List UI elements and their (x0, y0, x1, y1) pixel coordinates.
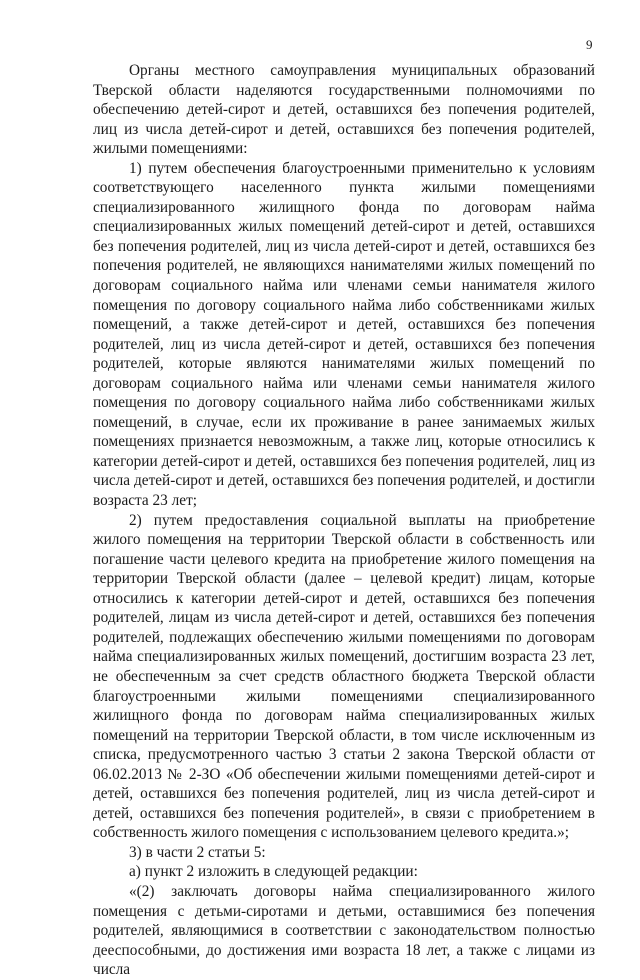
item-1-paragraph: 1) путем обеспечения благоустроенными применительно к условиям соответствующего населенного пункта жилыми помещениями специализированного жилищного фонда по договорам найма специализированных жилых помещений детей-сирот и детей, оставшихся без попечения родителей, лиц из числа детей-сирот и детей, оставшихся без попечения родителей, не являющихся нанимателями жилых помещений по договорам социального найма или членами семьи нанимателя жилого помещения по договору социального найма либо собственниками жилых помещений, а также детей-сирот и детей, оставшихся без попечения родителей, лиц из числа детей-сирот и детей, оставшихся без попечения родителей, которые являются нанимателями жилых помещений по договорам социального найма или членами семьи нанимателя жилого помещения по договору социального найма либо собственниками жилых помещений, в случае, если их проживание в ранее занимаемых жилых помещениях признается невозможным, а также лиц, которые относились к категории детей-сирот и детей, оставшихся без попечения родителей, лиц из числа детей-сирот и детей, оставшихся без попечения родителей, и достигли возраста 23 лет; (93, 159, 595, 510)
document-body (93, 61, 595, 980)
item-2-paragraph: 2) путем предоставления социальной выплаты на приобретение жилого помещения на территории Тверской области в собственность или погашение части целевого кредита на приобретение жилого помещения на территории Тверской области (далее – целевой кредит) лицам, которые относились к категории детей-сирот и детей, оставшихся без попечения родителей, лицам из числа детей-сирот и детей, оставшихся без попечения родителей, подлежащих обеспечению жилыми помещениями по договорам найма специализированных жилых помещений, достигшим возраста 23 лет, не обеспеченным за счет средств областного бюджета Тверской области благоустроенными жилыми помещениями специализированного жилищного фонда по договорам найма специализированных жилых помещений на территории Тверской области, в том числе исключенным из списка, предусмотренного частью 3 статьи 2 закона Тверской области от 06.02.2013 № 2-ЗО «Об обеспечении жилыми помещениями детей-сирот и детей, оставшихся без попечения родителей, лиц из числа детей-сирот и детей, оставшихся без попечения родителей», в связи с приобретением в собственность жилого помещения с использованием целевого кредита.»; (93, 511, 595, 842)
page-number: 9 (586, 37, 593, 52)
intro-paragraph: Органы местного самоуправления муниципальных образований Тверской области наделяются государственными полномочиями по обеспечению детей-сирот и детей, оставшихся без попечения родителей, лиц из числа детей-сирот и детей, оставшихся без попечения родителей, жилыми помещениями: (93, 62, 595, 158)
item-3-paragraph: 3) в части 2 статьи 5: (129, 843, 266, 861)
quoted-clause-paragraph: «(2) заключать договоры найма специализированного жилого помещения с детьми-сиротами и детьми, оставшимися без попечения родителей, являющимися в соответствии с законодательством полностью дееспособными, до достижения ими возраста 18 лет, а также с лицами из числа (93, 882, 595, 979)
subitem-a-paragraph: а) пункт 2 изложить в следующей редакции: (129, 863, 418, 881)
